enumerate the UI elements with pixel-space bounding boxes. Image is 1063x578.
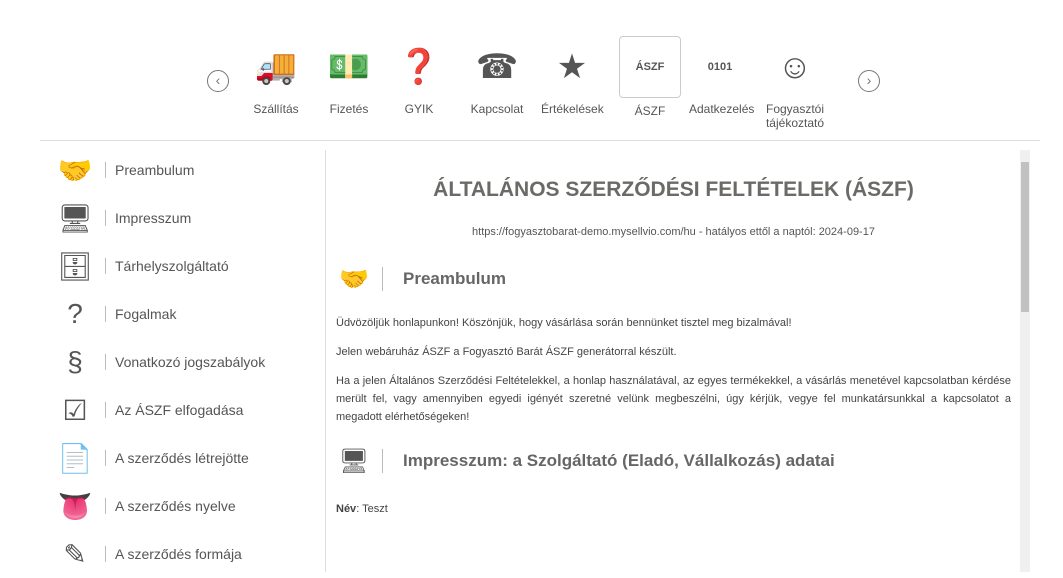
- sidebar: [45, 146, 325, 578]
- paragraph: Üdvözöljük honlapunkon! Köszönjük, hogy vásárlása során bennünket tisztel meg bizalmával!: [336, 317, 792, 329]
- nav-item-label: Szállítás: [253, 102, 299, 116]
- name-label: Név: [336, 503, 357, 515]
- sidebar-item[interactable]: [45, 146, 325, 194]
- sidebar-icon: 👅: [57, 490, 93, 522]
- nav-item-0[interactable]: [245, 38, 307, 116]
- sidebar-item-label: A szerződés formája: [115, 546, 242, 562]
- divider: [325, 150, 326, 572]
- phone-person-icon: ☎: [475, 48, 519, 86]
- truck-icon: 🚚: [254, 48, 298, 86]
- money-stack-icon: 💵: [327, 48, 371, 86]
- handshake-icon: 🤝: [339, 265, 369, 293]
- scrollbar-thumb[interactable]: [1021, 162, 1029, 312]
- sidebar-icon: 🤝: [57, 154, 93, 186]
- sidebar-icon: ?: [67, 298, 83, 329]
- effective-date-line: https://fogyasztobarat-demo.mysellvio.com/hu - hatályos ettől a naptól: 2024-09-17: [472, 226, 875, 238]
- nav-item-5[interactable]: [619, 38, 681, 118]
- page-title: ÁLTALÁNOS SZERZŐDÉSI FELTÉTELEK (ÁSZF): [433, 178, 914, 201]
- section-header-preambulum: [336, 264, 1011, 294]
- sidebar-icon: 📄: [57, 442, 93, 474]
- computer-icon: 🖥: [338, 447, 370, 475]
- nav-item-6[interactable]: [689, 38, 755, 116]
- scrollbar[interactable]: [1020, 150, 1030, 572]
- document-icon: ÁSZF: [619, 36, 681, 98]
- sidebar-item-label: Impresszum: [115, 210, 192, 226]
- sidebar-item[interactable]: [45, 530, 325, 578]
- next-arrow-button[interactable]: ›: [858, 70, 880, 92]
- divider: [40, 140, 1040, 141]
- section-title: Impresszum: a Szolgáltató (Eladó, Vállalkozás) adatai: [403, 451, 835, 470]
- nav-item-label: Adatkezelés: [689, 102, 755, 116]
- sidebar-item-label: Tárhelyszolgáltató: [115, 258, 229, 274]
- binary-icon: 0101: [707, 61, 733, 73]
- sidebar-icon: ✎: [63, 538, 87, 570]
- main-content: [336, 150, 1011, 518]
- paragraph: Jelen webáruház ÁSZF a Fogyasztó Barát ÁSZF generátorral készült.: [336, 346, 677, 358]
- paragraph: Ha a jelen Általános Szerződési Feltételekkel, a honlap használatával, az egyes termékekkel, a vásárlás menetével kapcsolatban kérdése merült fel, vagy amennyiben egyedi igényét szeretné velünk megbeszélni, úgy kérjük, vegye fel munkatársunkkal a kapcsolatot a megadott elérhetőségeken!: [336, 375, 1011, 423]
- question-icon: ❓: [397, 48, 441, 86]
- nav-item-label: GYIK: [404, 102, 434, 116]
- nav-item-2[interactable]: [388, 38, 450, 116]
- sidebar-item[interactable]: [45, 338, 325, 386]
- nav-item-4[interactable]: [541, 38, 603, 116]
- sidebar-item-label: A szerződés nyelve: [115, 498, 236, 514]
- nav-item-1[interactable]: [318, 38, 380, 116]
- sidebar-item-label: Vonatkozó jogszabályok: [115, 354, 266, 370]
- sidebar-item-label: Az ÁSZF elfogadása: [115, 402, 244, 418]
- nav-item-7[interactable]: [764, 38, 826, 130]
- nav-item-label: ÁSZF: [634, 104, 666, 118]
- sidebar-item-label: Fogalmak: [115, 306, 177, 322]
- prev-arrow-button[interactable]: ‹: [207, 70, 229, 92]
- name-field: [336, 500, 1011, 518]
- sidebar-item[interactable]: [45, 482, 325, 530]
- section-header-impresszum: [336, 446, 1011, 476]
- sidebar-item-label: Preambulum: [115, 162, 195, 178]
- sidebar-item[interactable]: [45, 194, 325, 242]
- top-navigation: [0, 38, 1063, 138]
- sidebar-icon: §: [67, 346, 83, 377]
- sidebar-item[interactable]: [45, 290, 325, 338]
- nav-item-3[interactable]: [466, 38, 528, 116]
- sidebar-icon: 🗄: [57, 250, 93, 282]
- sidebar-item[interactable]: [45, 434, 325, 482]
- mascot-icon: ☺: [777, 47, 813, 86]
- sidebar-item[interactable]: [45, 386, 325, 434]
- name-value: : Teszt: [356, 503, 388, 515]
- nav-item-label: Kapcsolat: [470, 102, 524, 116]
- sidebar-item-label: A szerződés létrejötte: [115, 450, 249, 466]
- nav-item-label: Fizetés: [329, 102, 369, 116]
- star-icon: ★: [556, 48, 588, 86]
- nav-item-label: Fogyasztói tájékoztató: [765, 102, 825, 130]
- sidebar-icon: 🖥: [57, 202, 93, 234]
- sidebar-icon: ☑: [62, 394, 88, 426]
- sidebar-item[interactable]: [45, 242, 325, 290]
- section-title: Preambulum: [403, 269, 506, 288]
- nav-item-label: Értékelések: [541, 102, 604, 116]
